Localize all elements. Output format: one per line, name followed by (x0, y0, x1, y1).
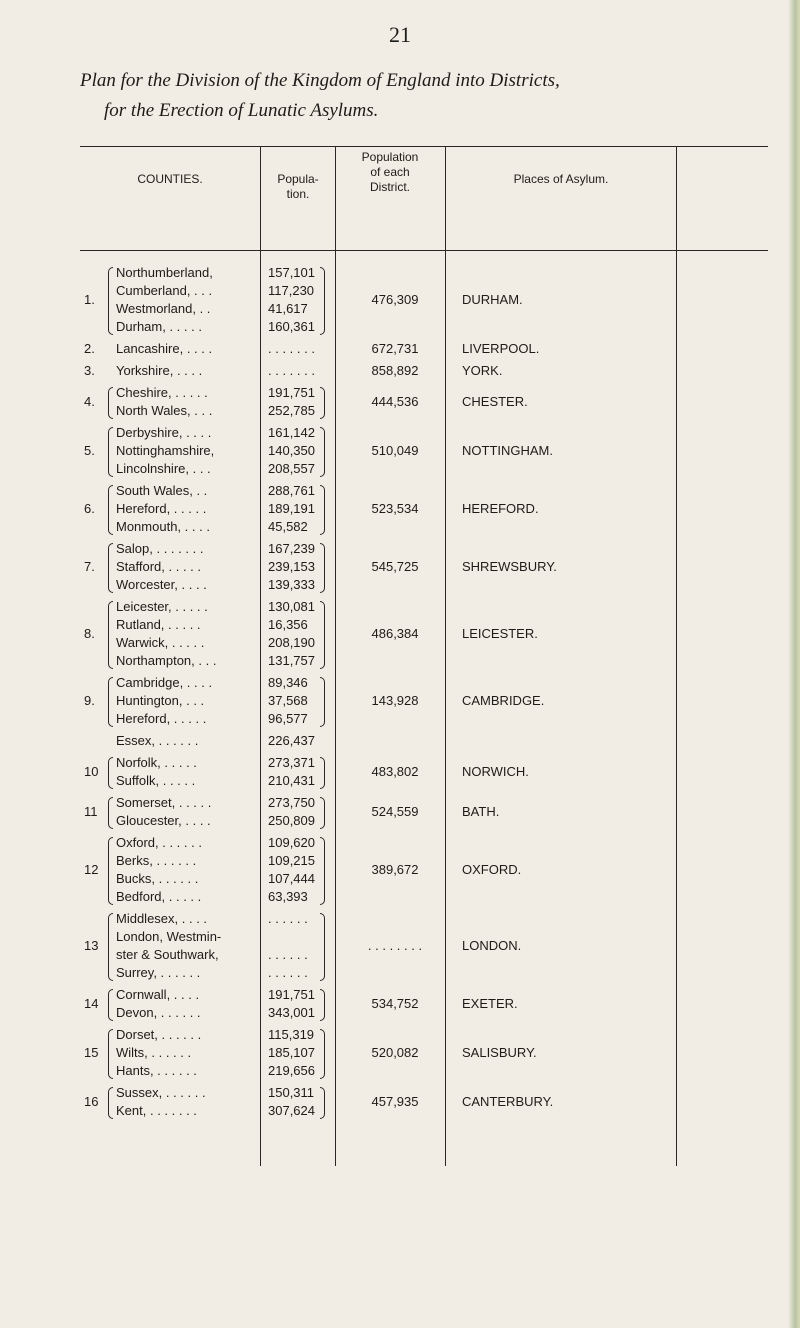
population-brace (320, 837, 325, 905)
place-of-asylum: DURHAM. (462, 292, 523, 307)
header-places: Places of Asylum. (513, 172, 609, 186)
county-population: 191,751 (268, 385, 315, 400)
county-population: . . . . . . (268, 965, 308, 980)
county-name: Middlesex, . . . . (116, 911, 208, 926)
county-population: 130,081 (268, 599, 315, 614)
county-name: Hereford, . . . . . (116, 501, 207, 516)
county-name: Nottinghamshire, (116, 443, 215, 458)
population-brace (320, 757, 325, 789)
county-name: Oxford, . . . . . . (116, 835, 202, 850)
county-population: 189,191 (268, 501, 315, 516)
district-number: 3. (84, 363, 95, 378)
district-population: 389,672 (371, 862, 419, 877)
column-rule-4 (676, 146, 677, 1166)
district-population: 858,892 (371, 363, 419, 378)
population-brace (320, 387, 325, 419)
place-of-asylum: NORWICH. (462, 764, 529, 779)
county-name: Warwick, . . . . . (116, 635, 205, 650)
place-of-asylum: LONDON. (462, 938, 522, 953)
county-name: Cornwall, . . . . (116, 987, 200, 1002)
county-brace (108, 1029, 113, 1079)
county-population: 167,239 (268, 541, 315, 556)
place-of-asylum: BATH. (462, 804, 500, 819)
district-number: 5. (84, 443, 95, 458)
county-name: Gloucester, . . . . (116, 813, 211, 828)
county-name: Worcester, . . . . (116, 577, 207, 592)
population-brace (320, 543, 325, 593)
county-population: 250,809 (268, 813, 315, 828)
county-population: 160,361 (268, 319, 315, 334)
county-population: 139,333 (268, 577, 315, 592)
county-brace (108, 913, 113, 981)
header-counties: COUNTIES. (137, 172, 203, 186)
place-of-asylum: CHESTER. (462, 394, 528, 409)
county-name: Bedford, . . . . . (116, 889, 202, 904)
county-population: 210,431 (268, 773, 315, 788)
county-population: 273,750 (268, 795, 315, 810)
county-population: 273,371 (268, 755, 315, 770)
district-population: . . . . . . . . (367, 938, 423, 953)
county-name: Yorkshire, . . . . (116, 363, 203, 378)
county-population: . . . . . . . (268, 363, 315, 378)
district-number: 8. (84, 626, 95, 641)
county-brace (108, 543, 113, 593)
county-brace (108, 837, 113, 905)
column-rule-2 (335, 146, 336, 1166)
county-brace (108, 1087, 113, 1119)
district-number: 1. (84, 292, 95, 307)
county-population: 41,617 (268, 301, 308, 316)
county-population: 115,319 (268, 1027, 315, 1042)
county-name: Huntington, . . . (116, 693, 205, 708)
county-population: 109,215 (268, 853, 315, 868)
county-name: Somerset, . . . . . (116, 795, 212, 810)
district-population: 523,534 (371, 501, 419, 516)
district-population: 444,536 (371, 394, 419, 409)
county-name: Leicester, . . . . . (116, 599, 208, 614)
county-name: Surrey, . . . . . . (116, 965, 201, 980)
place-of-asylum: SHREWSBURY. (462, 559, 557, 574)
district-number: 13 (84, 938, 99, 953)
county-population: 107,444 (268, 871, 315, 886)
population-brace (320, 913, 325, 981)
place-of-asylum: CAMBRIDGE. (462, 693, 545, 708)
county-name: Westmorland, . . (116, 301, 211, 316)
county-name: Kent, . . . . . . . (116, 1103, 197, 1118)
county-name: Derbyshire, . . . . (116, 425, 212, 440)
header-district-population: Population of each District. (361, 150, 419, 194)
county-name: Lancashire, . . . . (116, 341, 213, 356)
county-name: Bucks, . . . . . . (116, 871, 199, 886)
population-brace (320, 267, 325, 335)
county-population: 288,761 (268, 483, 315, 498)
county-population: 208,557 (268, 461, 315, 476)
district-population: 483,802 (371, 764, 419, 779)
district-population: 510,049 (371, 443, 419, 458)
county-name: Berks, . . . . . . (116, 853, 197, 868)
place-of-asylum: SALISBURY. (462, 1045, 537, 1060)
district-number: 6. (84, 501, 95, 516)
place-of-asylum: EXETER. (462, 996, 518, 1011)
population-brace (320, 677, 325, 727)
county-population: 157,101 (268, 265, 315, 280)
district-population: 524,559 (371, 804, 419, 819)
place-of-asylum: YORK. (462, 363, 503, 378)
population-brace (320, 485, 325, 535)
county-name: Rutland, . . . . . (116, 617, 201, 632)
county-name: Cumberland, . . . (116, 283, 213, 298)
county-name: North Wales, . . . (116, 403, 213, 418)
county-name: Sussex, . . . . . . (116, 1085, 206, 1100)
county-brace (108, 677, 113, 727)
county-population: 185,107 (268, 1045, 315, 1060)
county-population: . . . . . . . (268, 341, 315, 356)
county-population: 307,624 (268, 1103, 315, 1118)
district-population: 457,935 (371, 1094, 419, 1109)
county-population: 219,656 (268, 1063, 315, 1078)
county-population: 63,393 (268, 889, 308, 904)
district-number: 16 (84, 1094, 99, 1109)
district-number: 14 (84, 996, 99, 1011)
county-name: Lincolnshire, . . . (116, 461, 211, 476)
header-bottom-rule (80, 250, 768, 251)
place-of-asylum: CANTERBURY. (462, 1094, 554, 1109)
district-number: 12 (84, 862, 99, 877)
county-brace (108, 427, 113, 477)
county-population: 208,190 (268, 635, 315, 650)
county-population: 239,153 (268, 559, 315, 574)
county-population: 37,568 (268, 693, 308, 708)
table-top-rule (80, 146, 768, 147)
district-number: 10 (84, 764, 99, 779)
column-rule-3 (445, 146, 446, 1166)
place-of-asylum: NOTTINGHAM. (462, 443, 553, 458)
county-population: 117,230 (268, 283, 315, 298)
county-name: Durham, . . . . . (116, 319, 202, 334)
county-name: London, Westmin- (116, 929, 222, 944)
county-population: 150,311 (268, 1085, 315, 1100)
county-name: Cheshire, . . . . . (116, 385, 208, 400)
county-population: 252,785 (268, 403, 315, 418)
district-population: 672,731 (371, 341, 419, 356)
population-brace (320, 989, 325, 1021)
population-brace (320, 797, 325, 829)
county-population: 131,757 (268, 653, 315, 668)
county-name: Norfolk, . . . . . (116, 755, 197, 770)
county-name: Salop, . . . . . . . (116, 541, 204, 556)
county-population: 140,350 (268, 443, 315, 458)
district-population: 545,725 (371, 559, 419, 574)
county-population: 109,620 (268, 835, 315, 850)
district-population: 534,752 (371, 996, 419, 1011)
county-name: ster & Southwark, (116, 947, 219, 962)
county-name: Monmouth, . . . . (116, 519, 210, 534)
county-name: Devon, . . . . . . (116, 1005, 201, 1020)
county-name: Hants, . . . . . . (116, 1063, 197, 1078)
county-population: . . . . . . (268, 911, 308, 926)
county-population: 226,437 (268, 733, 315, 748)
district-number: 15 (84, 1045, 99, 1060)
county-population: 45,582 (268, 519, 308, 534)
county-name: Stafford, . . . . . (116, 559, 202, 574)
district-population: 143,928 (371, 693, 419, 708)
population-brace (320, 427, 325, 477)
population-brace (320, 1087, 325, 1119)
county-name: Northumberland, (116, 265, 213, 280)
county-brace (108, 757, 113, 789)
title-line-2: for the Erection of Lunatic Asylums. (104, 100, 379, 121)
page-number: 21 (389, 22, 411, 47)
title-line-1: Plan for the Division of the Kingdom of England into Districts, (80, 70, 560, 91)
county-brace (108, 387, 113, 419)
population-brace (320, 1029, 325, 1079)
county-brace (108, 485, 113, 535)
county-name: Dorset, . . . . . . (116, 1027, 202, 1042)
district-number: 7. (84, 559, 95, 574)
county-name: South Wales, . . (116, 483, 208, 498)
county-brace (108, 267, 113, 335)
district-number: 2. (84, 341, 95, 356)
county-name: Hereford, . . . . . (116, 711, 207, 726)
district-number: 9. (84, 693, 95, 708)
place-of-asylum: OXFORD. (462, 862, 522, 877)
county-population: 343,001 (268, 1005, 315, 1020)
place-of-asylum: HEREFORD. (462, 501, 539, 516)
county-brace (108, 601, 113, 669)
county-population: 191,751 (268, 987, 315, 1002)
county-name: Cambridge, . . . . (116, 675, 213, 690)
place-of-asylum: LEICESTER. (462, 626, 538, 641)
page-edge (788, 0, 800, 1328)
district-population: 476,309 (371, 292, 419, 307)
county-population: 16,356 (268, 617, 308, 632)
population-brace (320, 601, 325, 669)
county-population: . . . . . . (268, 947, 308, 962)
county-name: Essex, . . . . . . (116, 733, 199, 748)
place-of-asylum: LIVERPOOL. (462, 341, 540, 356)
county-name: Suffolk, . . . . . (116, 773, 196, 788)
header-population: Popula- tion. (277, 172, 319, 201)
county-name: Northampton, . . . (116, 653, 217, 668)
county-population: 161,142 (268, 425, 315, 440)
column-rule-1 (260, 146, 261, 1166)
county-name: Wilts, . . . . . . (116, 1045, 192, 1060)
county-brace (108, 797, 113, 829)
district-population: 520,082 (371, 1045, 419, 1060)
district-number: 4. (84, 394, 95, 409)
district-population: 486,384 (371, 626, 419, 641)
county-population: 89,346 (268, 675, 308, 690)
county-population: 96,577 (268, 711, 308, 726)
county-brace (108, 989, 113, 1021)
district-number: 11 (84, 804, 98, 819)
